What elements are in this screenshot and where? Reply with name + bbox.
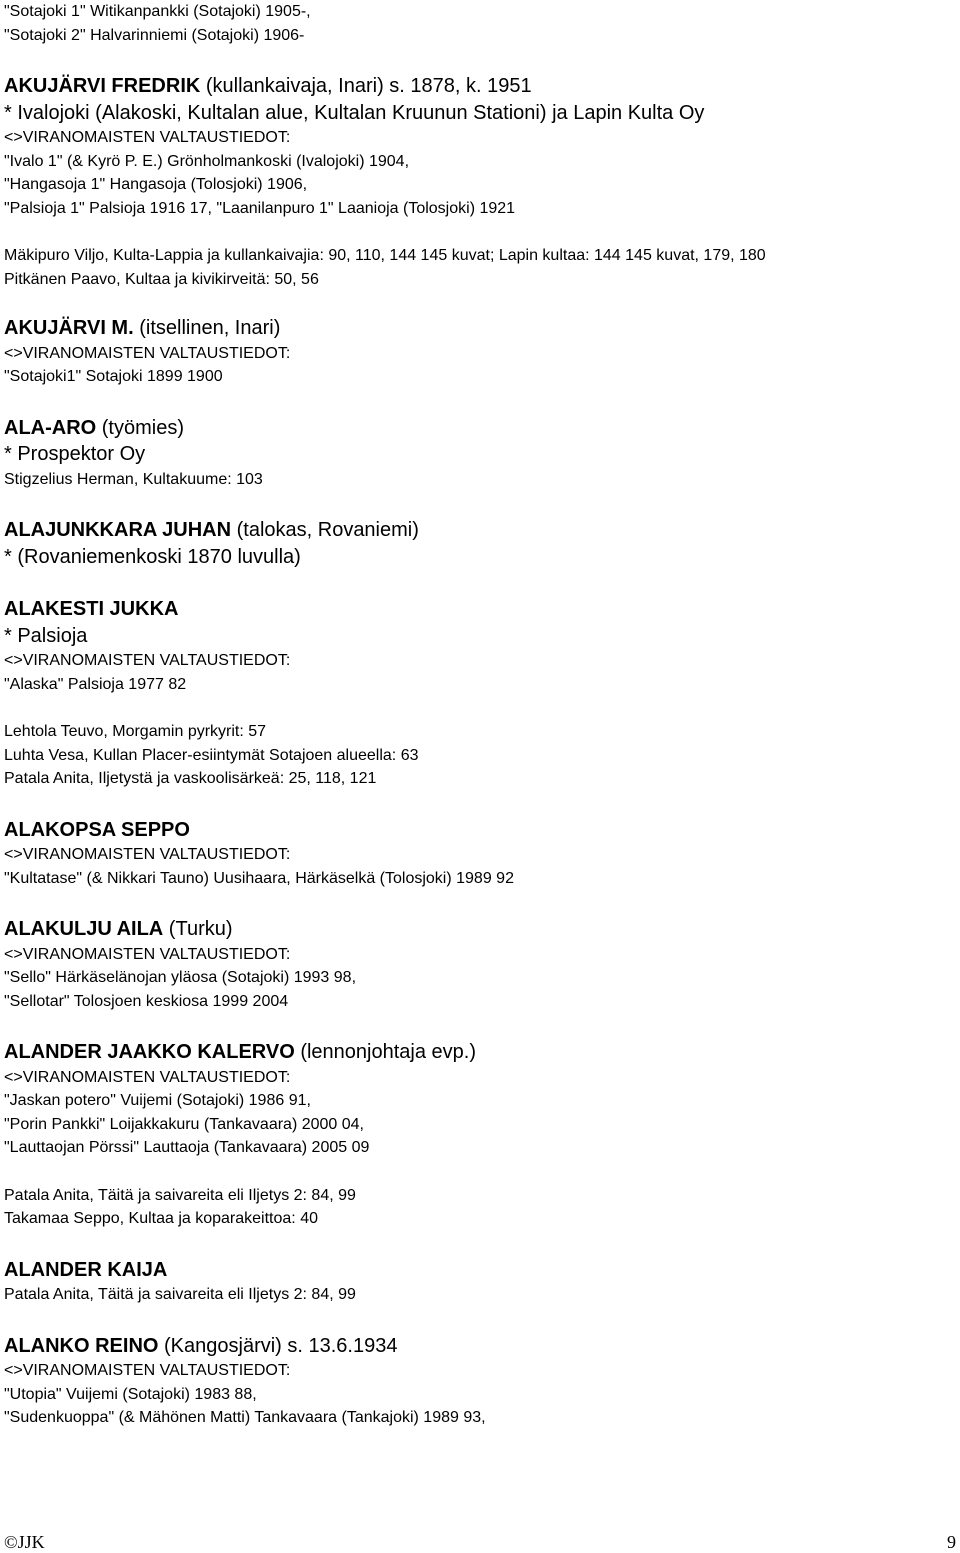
text-line: "Hangasoja 1" Hangasoja (Tolosjoki) 1906, <box>4 176 308 193</box>
text-line: "Sudenkuoppa" (& Mähönen Matti) Tankavaara (Tankajoki) 1989 93, <box>4 1409 486 1426</box>
text-line: "Utopia" Vuijemi (Sotajoki) 1983 88, <box>4 1385 257 1403</box>
text-line: "Kultatase" (& Nikkari Tauno) Uusihaara, Härkäselkä (Tolosjoki) 1989 92 <box>4 869 514 887</box>
text-line: "Alaska" Palsioja 1977 82 <box>4 675 187 693</box>
entry-name: ALANDER JAAKKO KALERVO <box>4 1041 295 1063</box>
entry-heading <box>4 817 956 844</box>
text-line: Mäkipuro Viljo, Kulta-Lappia ja kullankaivajia: 90, 110, 144 145 kuvat; Lapin kultaa: 144 145 kuvat, 179, 180 <box>4 247 766 264</box>
entry-name: AKUJÄRVI M. <box>4 317 134 339</box>
entry-heading <box>4 1257 956 1284</box>
entry-details: (Turku) <box>163 918 233 940</box>
copyright-label: ©JJK <box>4 1532 45 1552</box>
text-line: Luhta Vesa, Kullan Placer-esiintymät Sotajoen alueella: 63 <box>4 746 419 764</box>
entry-heading <box>4 73 956 100</box>
text-line: "Palsioja 1" Palsioja 1916 17, "Laanilanpuro 1" Laanioja (Tolosjoki) 1921 <box>4 199 516 217</box>
text-line: <>VIRANOMAISTEN VALTAUSTIEDOT: <box>4 1362 291 1379</box>
entry-details: (talokas, Rovaniemi) <box>231 519 419 541</box>
entry-details: (itsellinen, Inari) <box>133 317 281 339</box>
entry-heading <box>4 315 956 342</box>
text-line: Lehtola Teuvo, Morgamin pyrkyrit: 57 <box>4 723 267 740</box>
text-line: "Ivalo 1" (& Kyrö P. E.) Grönholmankoski (Ivalojoki) 1904, <box>4 152 410 170</box>
text-line: * (Rovaniemenkoski 1870 luvulla) <box>4 545 301 568</box>
entry-heading <box>4 517 956 544</box>
text-line: "Sellotar" Tolosjoen keskiosa 1999 2004 <box>4 992 289 1010</box>
text-line: <>VIRANOMAISTEN VALTAUSTIEDOT: <box>4 1068 291 1086</box>
text-line: <>VIRANOMAISTEN VALTAUSTIEDOT: <box>4 652 291 669</box>
text-line: * Palsioja <box>4 624 88 647</box>
entry-details: (työmies) <box>96 416 185 439</box>
text-line: "Jaskan potero" Vuijemi (Sotajoki) 1986 91, <box>4 1092 311 1109</box>
text-line: * Ivalojoki (Alakoski, Kultalan alue, Kultalan Kruunun Stationi) ja Lapin Kulta Oy <box>4 101 705 124</box>
entry-name: ALAKESTI JUKKA <box>4 598 179 620</box>
text-line: "Porin Pankki" Loijakkakuru (Tankavaara) 2000 04, <box>4 1115 364 1133</box>
document-page <box>4 0 956 1430</box>
entry-name: AKUJÄRVI FREDRIK <box>4 75 201 97</box>
entry-heading <box>4 415 956 442</box>
entry-name: ALAJUNKKARA JUHAN <box>4 519 232 541</box>
entry-heading <box>4 596 956 623</box>
text-line: <>VIRANOMAISTEN VALTAUSTIEDOT: <box>4 344 291 362</box>
text-line: Patala Anita, Iljetystä ja vaskoolisärkeä: 25, 118, 121 <box>4 770 377 787</box>
entry-name: ALANDER KAIJA <box>4 1258 168 1281</box>
text-line: "Sello" Härkäselänojan yläosa (Sotajoki) 1993 98, <box>4 969 357 986</box>
text-line: Takamaa Seppo, Kultaa ja koparakeittoa: 40 <box>4 1210 318 1227</box>
entry-heading <box>4 916 956 943</box>
entry-details: (kullankaivaja, Inari) s. 1878, k. 1951 <box>200 75 532 97</box>
entry-details: (Kangosjärvi) s. 13.6.1934 <box>158 1334 398 1357</box>
text-line: * Prospektor Oy <box>4 443 146 465</box>
text-line: <>VIRANOMAISTEN VALTAUSTIEDOT: <box>4 846 291 863</box>
page-footer <box>4 1532 956 1552</box>
text-line: Patala Anita, Täitä ja saivareita eli Iljetys 2: 84, 99 <box>4 1186 356 1204</box>
text-line: Pitkänen Paavo, Kultaa ja kivikirveitä: 50, 56 <box>4 270 319 288</box>
entry-heading <box>4 1333 956 1360</box>
entry-name: ALANKO REINO <box>4 1334 159 1357</box>
text-line: <>VIRANOMAISTEN VALTAUSTIEDOT: <box>4 945 291 963</box>
text-line: Patala Anita, Täitä ja saivareita eli Iljetys 2: 84, 99 <box>4 1286 356 1303</box>
text-line: <>VIRANOMAISTEN VALTAUSTIEDOT: <box>4 129 291 146</box>
entry-details: (lennonjohtaja evp.) <box>294 1041 476 1063</box>
text-line: "Sotajoki 1" Witikanpankki (Sotajoki) 1905-, <box>4 3 311 20</box>
page-number: 9 <box>947 1532 956 1552</box>
text-line: "Sotajoki1" Sotajoki 1899 1900 <box>4 368 223 385</box>
entry-heading <box>4 1039 956 1066</box>
entry-name: ALAKOPSA SEPPO <box>4 818 190 841</box>
entry-name: ALA-ARO <box>4 416 97 439</box>
entry-name: ALAKULJU AILA <box>4 918 164 940</box>
text-line: Stigzelius Herman, Kultakuume: 103 <box>4 470 263 488</box>
text-line: "Sotajoki 2" Halvarinniemi (Sotajoki) 1906- <box>4 26 305 44</box>
text-line: "Lauttaojan Pörssi" Lauttaoja (Tankavaara) 2005 09 <box>4 1139 370 1156</box>
